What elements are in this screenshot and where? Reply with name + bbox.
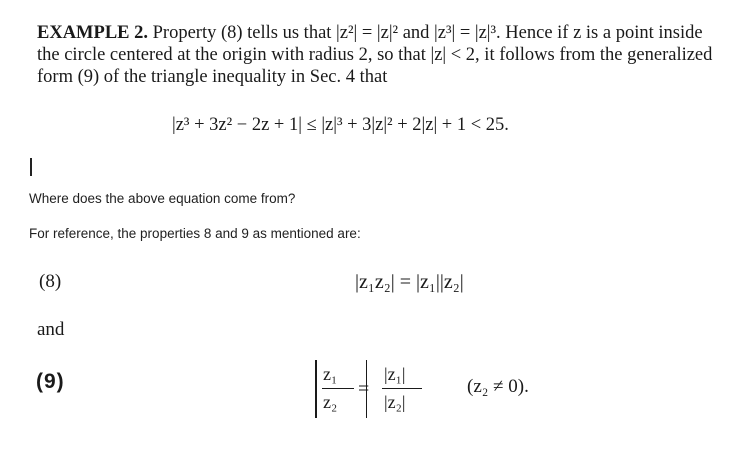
fraction-line-left [322, 388, 354, 389]
property9-condition: (z₂ ≠ 0). [467, 376, 529, 397]
right-numerator: |z₁| [384, 364, 406, 384]
equals-sign: = [358, 378, 370, 400]
reference-text: For reference, the properties 8 and 9 as mentioned are: [29, 226, 361, 241]
example-text: Property (8) tells us that |z²| = |z|² and |z³| = |z|³. Hence if z is a point inside the circle centered at the origin with radius 2, so that |z| < 2, it follows from the generalized form (9) of the triangle inequality in Sec. 4 that [37, 23, 713, 87]
and-text: and [37, 319, 65, 340]
fraction-line-right [382, 388, 422, 389]
question-text: Where does the above equation come from? [29, 191, 296, 206]
left-denominator: z₂ [323, 392, 338, 412]
main-equation: |z³ + 3z² − 2z + 1| ≤ |z|³ + 3|z|² + 2|z| + 1 < 25. [172, 115, 509, 135]
left-numerator: z₁ [323, 364, 338, 384]
property9-right-fraction [382, 360, 432, 420]
abs-bar-left [315, 360, 317, 418]
example-paragraph [37, 22, 717, 88]
property9-label: (9) [36, 370, 65, 393]
property8-label: (8) [39, 271, 62, 292]
right-denominator: |z₂| [384, 392, 406, 412]
text-cursor [30, 158, 32, 176]
property8-equation: |z₁z₂| = |z₁||z₂| [355, 271, 464, 293]
example-label: EXAMPLE 2. [37, 23, 148, 43]
